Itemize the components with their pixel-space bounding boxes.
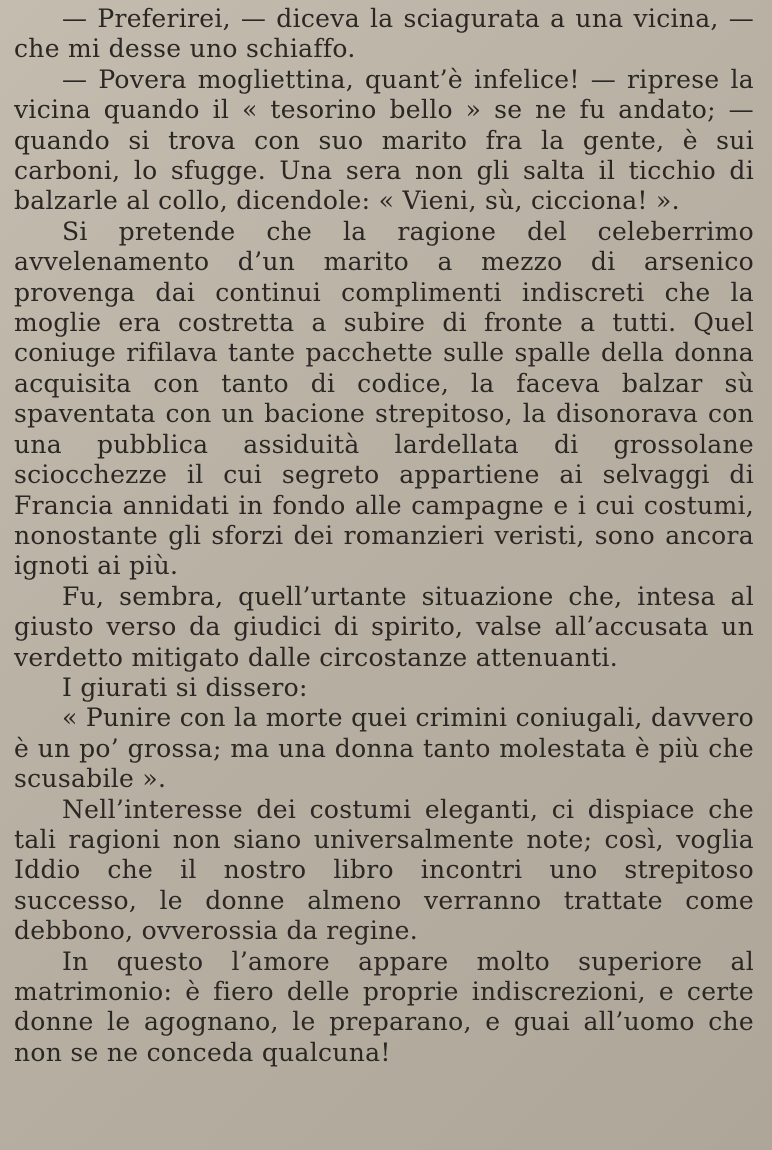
paragraph: — Povera mogliettina, quant’è infelice! — riprese la vicina quando il « tesorino bello » se ne fu andato; — quando si trova con suo marito fra la gente, è sui carboni, lo sfugge. Una sera non gli salta il ticchio di balzarle al collo, dicendole: « Vieni, sù, cicciona! ». [14, 64, 754, 216]
paragraph: Nell’interesse dei costumi eleganti, ci dispiace che tali ragioni non siano universalmente note; così, voglia Iddio che il nostro libro incontri uno strepitoso successo, le donne almeno verranno trattate come debbono, ovverossia da regine. [14, 794, 754, 946]
paragraph: « Punire con la morte quei crimini coniugali, davvero è un po’ grossa; ma una donna tanto molestata è più che scusabile ». [14, 703, 754, 794]
paragraph: — Preferirei, — diceva la sciagurata a una vicina, — che mi desse uno schiaffo. [14, 4, 754, 64]
paragraph: In questo l’amore appare molto superiore al matrimonio: è fiero delle proprie indiscrezioni, e certe donne le agognano, le preparano, e guai all’uomo che non se ne conceda qualcuna! [14, 946, 754, 1067]
paragraph: Si pretende che la ragione del celeberrimo avvelenamento d’un marito a mezzo di arsenico provenga dai continui complimenti indiscreti che la moglie era costretta a subire di fronte a tutti. Quel coniuge rifilava tante pacchette sulle spalle della donna acquisita con tanto di codice, la faceva balzar sù spaventata con un bacione strepitoso, la disonorava con una pubblica assiduità lardellata di grossolane sciocchezze il cui segreto appartiene ai selvaggi di Francia annidati in fondo alle campagne e i cui costumi, nonostante gli sforzi dei romanzieri veristi, sono ancora ignoti ai più. [14, 216, 754, 581]
paragraph: Fu, sembra, quell’urtante situazione che, intesa al giusto verso da giudici di spirito, valse all’accusata un verdetto mitigato dalle circostanze attenuanti. [14, 581, 754, 672]
paragraph: I giurati si dissero: [62, 672, 308, 702]
